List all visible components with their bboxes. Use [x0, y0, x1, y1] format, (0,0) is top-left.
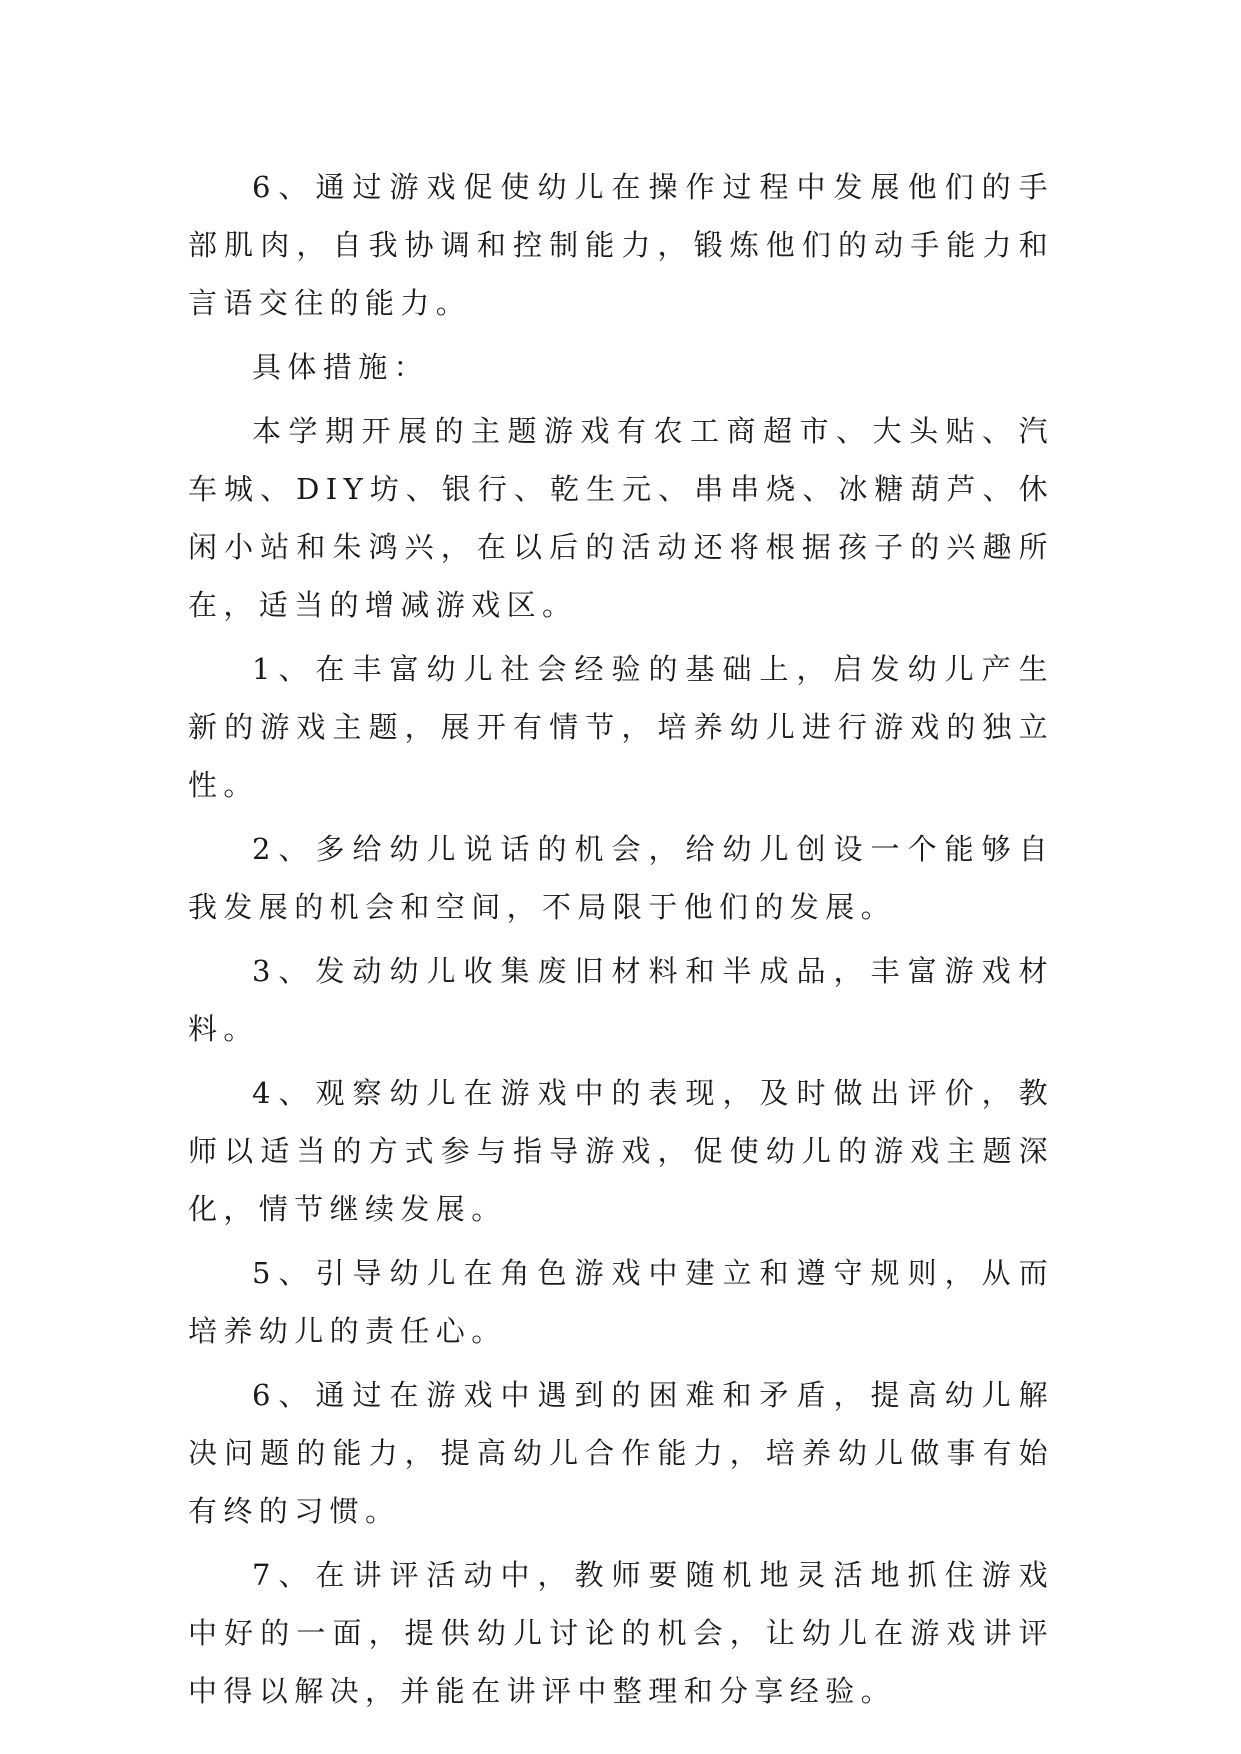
document-body [188, 158, 1054, 1726]
paragraph-measure-2: 2、多给幼儿说话的机会，给幼儿创设一个能够自我发展的机会和空间，不局限于他们的发展。 [188, 832, 1054, 924]
paragraph-measure-4: 4、观察幼儿在游戏中的表现，及时做出评价，教师以适当的方式参与指导游戏，促使幼儿的游戏主题深化，情节继续发展。 [188, 1076, 1054, 1226]
section-heading-measures: 具体措施： [252, 350, 430, 384]
paragraph-measure-5: 5、引导幼儿在角色游戏中建立和遵守规则，从而培养幼儿的责任心。 [188, 1256, 1054, 1348]
paragraph-themes: 本学期开展的主题游戏有农工商超市、大头贴、汽车城、DIY坊、银行、乾生元、串串烧、冰糖葫芦、休闲小站和朱鸿兴，在以后的活动还将根据孩子的兴趣所在，适当的增减游戏区。 [188, 414, 1054, 622]
paragraph-measure-6: 6、通过在游戏中遇到的困难和矛盾，提高幼儿解决问题的能力，提高幼儿合作能力，培养幼儿做事有始有终的习惯。 [188, 1378, 1054, 1528]
paragraph-goal-6: 6、通过游戏促使幼儿在操作过程中发展他们的手部肌肉，自我协调和控制能力，锻炼他们的动手能力和言语交往的能力。 [188, 170, 1054, 320]
paragraph-measure-3: 3、发动幼儿收集废旧材料和半成品，丰富游戏材料。 [188, 954, 1054, 1046]
paragraph-measure-1: 1、在丰富幼儿社会经验的基础上，启发幼儿产生新的游戏主题，展开有情节，培养幼儿进行游戏的独立性。 [188, 652, 1054, 802]
paragraph-measure-7: 7、在讲评活动中，教师要随机地灵活地抓住游戏中好的一面，提供幼儿讨论的机会，让幼儿在游戏讲评中得以解决，并能在讲评中整理和分享经验。 [188, 1558, 1054, 1708]
